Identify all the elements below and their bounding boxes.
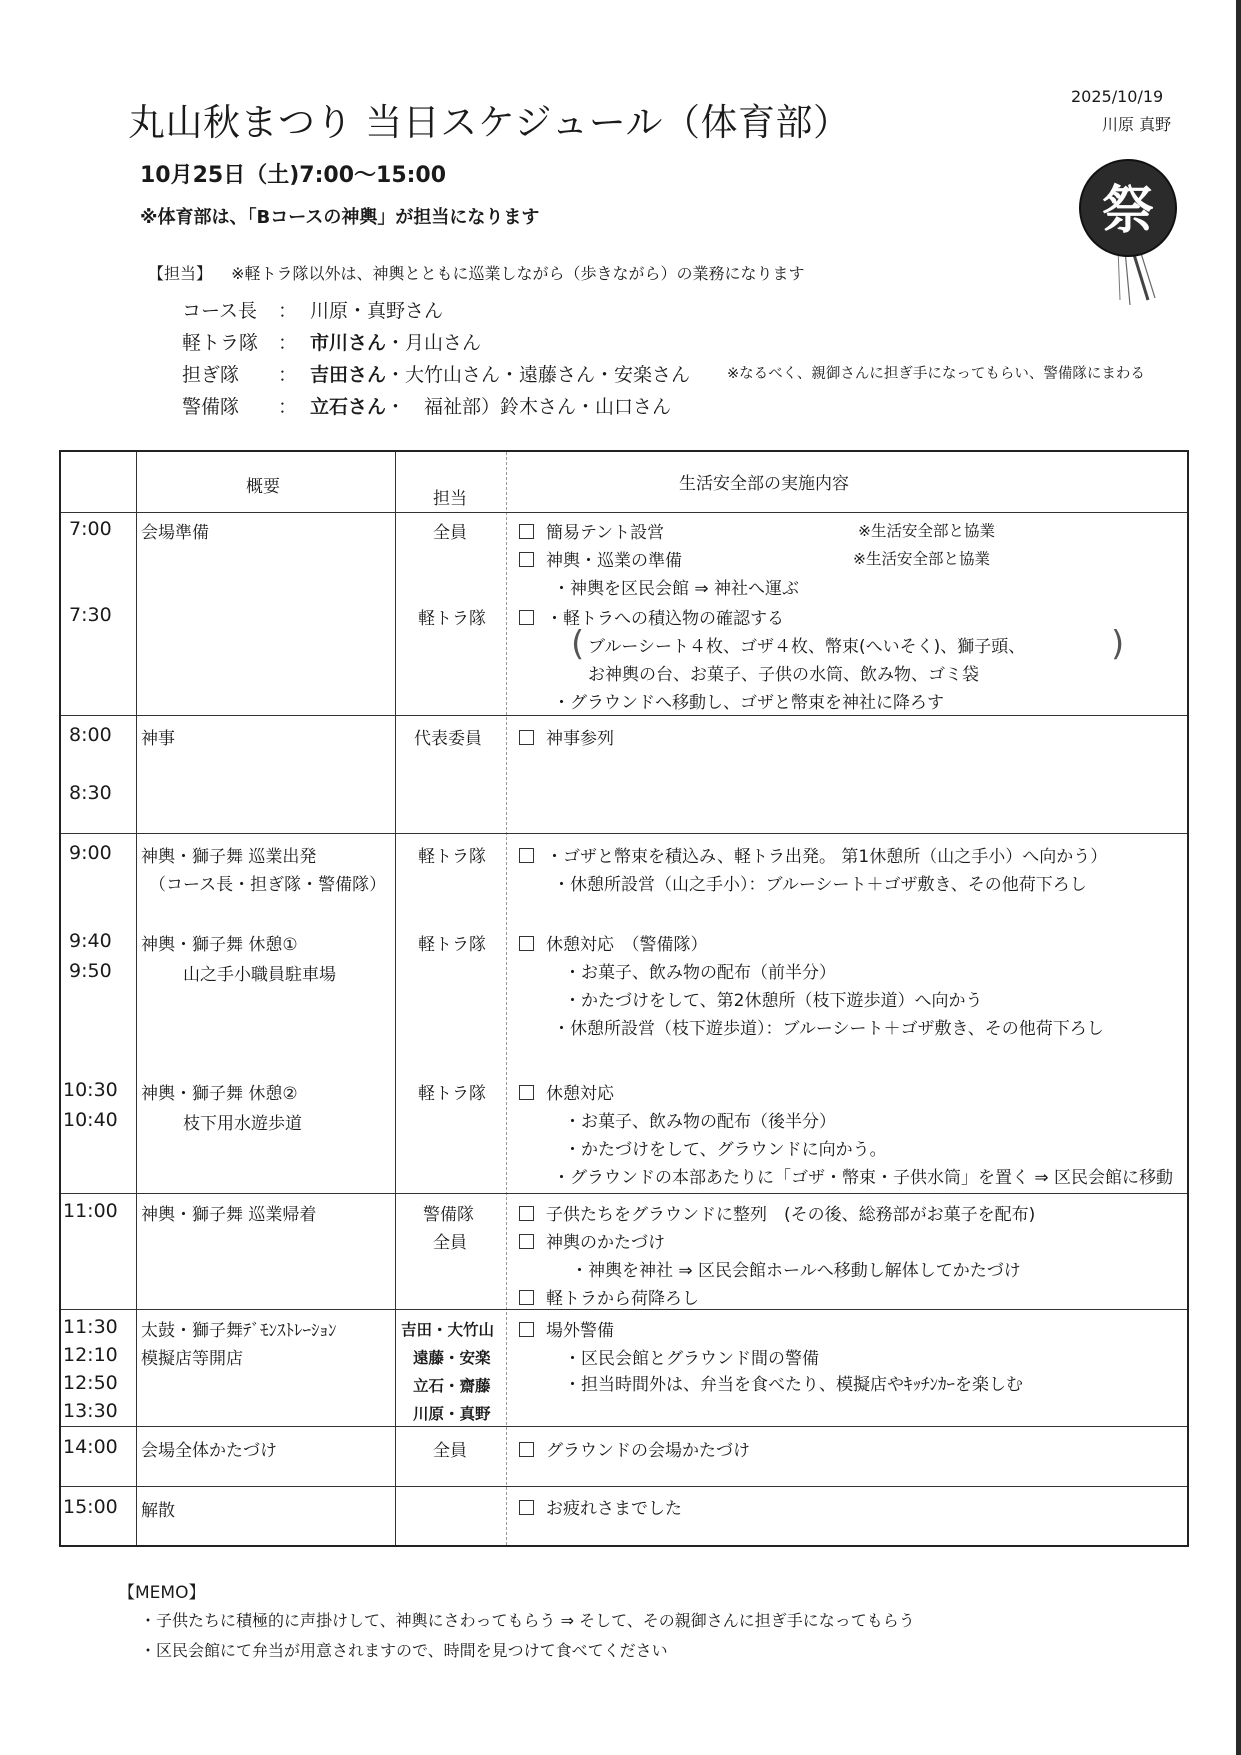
row-divider [61,1193,1187,1194]
bracket-right-icon: ) [1111,624,1125,664]
summary-cell: 神輿・獅子舞 巡業帰着 [141,1205,317,1225]
content-cell [519,1079,614,1104]
assignment-colon: ： [278,332,298,354]
content-text: 軽トラから荷降ろし [546,1289,699,1309]
content-extra: ※生活安全部と協業 [853,550,990,568]
header-summary: 概要 [246,477,280,497]
row-divider [61,512,1187,513]
checkbox[interactable] [519,1085,534,1100]
content-text: ・軽トラへの積込物の確認する [546,609,784,629]
content-cell [519,724,614,749]
checkbox[interactable] [519,730,534,745]
checkbox[interactable] [519,1206,534,1221]
assignment-colon: ： [278,364,298,386]
time-cell: 9:40 [69,930,112,952]
assignment-note-text: ※なるべく、親御さんに担ぎ手になってもらい、警備隊にまわる [727,366,1145,382]
assignment-names: ・ 福祉部）鈴木さん・山口さん [386,396,672,418]
person-cell: 全員 [433,1233,467,1253]
summary-cell: 神輿・獅子舞 休憩① [141,935,298,955]
event-datetime: 10月25日（土)7:00～15:00 [140,163,447,188]
assignment-role: 担ぎ隊 [182,364,240,386]
person-cell: 立石・齋藤 [413,1377,491,1395]
person-cell: 軽トラ隊 [418,847,486,867]
header-content: 生活安全部の実施内容 [679,474,849,494]
assignment-note: ※体育部は、「Bコースの神輿」が担当になります [140,207,540,228]
assignment-names: 川原・真野さん [310,300,444,322]
assignment-colon: ： [278,396,298,418]
checkbox[interactable] [519,524,534,539]
summary-cell: 神事 [141,729,175,749]
content-cell: ・神輿を区民会館 ⇒ 神社へ運ぶ [553,579,800,599]
content-cell: ・かたづけをして、第2休憩所（枝下遊歩道）へ向かう [564,991,983,1011]
content-cell [519,546,682,571]
assignment-bold-name: 立石さん [310,396,387,418]
person-cell: 全員 [433,523,467,543]
summary-cell: 神輿・獅子舞 休憩② [141,1084,298,1104]
summary-cell: （コース長・担ぎ隊・警備隊） [149,875,387,895]
summary-cell: 太鼓・獅子舞ﾃﾞﾓﾝｽﾄﾚｰｼｮﾝ [141,1321,337,1341]
time-cell: 12:50 [63,1372,118,1394]
content-text: お疲れさまでした [546,1499,682,1519]
checkbox[interactable] [519,848,534,863]
checkbox[interactable] [519,610,534,625]
summary-cell: 解散 [141,1501,175,1521]
person-cell: 軽トラ隊 [418,935,486,955]
summary-cell: 会場準備 [141,523,209,543]
time-cell: 8:30 [69,782,112,804]
content-cell [519,842,1107,867]
content-cell: ・お菓子、飲み物の配布（前半分） [564,963,836,983]
row-divider [61,1309,1187,1310]
column-divider [506,452,507,1545]
person-cell: 遠藤・安楽 [413,1349,491,1367]
page-title: 丸山秋まつり 当日スケジュール（体育部） [128,101,851,144]
person-cell: 警備隊 [423,1205,474,1225]
checkbox[interactable] [519,1290,534,1305]
summary-cell: 模擬店等開店 [141,1349,243,1369]
time-cell: 14:00 [63,1436,118,1458]
time-cell: 12:10 [63,1344,118,1366]
person-cell: 代表委員 [414,729,482,749]
time-cell: 11:30 [63,1316,118,1338]
checkbox[interactable] [519,936,534,951]
content-cell: ・休憩所設営（山之手小）：ブルーシート＋ゴザ敷き、その他荷下ろし [553,875,1087,895]
assignment-role: 警備隊 [182,396,240,418]
content-text: 休憩対応 （警備隊） [546,935,708,955]
assignment-role: コース長 [182,300,258,322]
content-cell: ・グラウンドへ移動し、ゴザと幣束を神社に降ろす [553,693,944,713]
assignment-heading-label: 【担当】 [148,264,213,283]
content-cell [519,930,708,955]
content-cell [519,518,664,543]
time-cell: 15:00 [63,1496,118,1518]
document-date: 2025/10/19 [1071,87,1164,106]
column-divider [395,452,396,1545]
time-cell: 8:00 [69,724,112,746]
bracket-left-icon: ( [571,624,585,664]
person-cell: 全員 [433,1441,467,1461]
content-text: 子供たちをグラウンドに整列 (その後、総務部がお菓子を配布) [546,1205,1036,1225]
time-cell: 9:50 [69,960,112,982]
assignment-names: ・大竹山さん・遠藤さん・安楽さん [386,364,691,386]
summary-cell: 山之手小職員駐車場 [183,965,336,985]
fan-symbol: 祭 [1101,181,1155,241]
schedule-table [59,450,1189,1547]
content-cell: ・神輿を神社 ⇒ 区民会館ホールへ移動し解体してかたづけ [571,1261,1021,1281]
content-extra: ※生活安全部と協業 [858,522,995,540]
checkbox[interactable] [519,1234,534,1249]
person-cell: 軽トラ隊 [418,1084,486,1104]
row-divider [61,715,1187,716]
time-cell: 7:30 [69,604,112,626]
festival-fan-icon [1070,150,1190,310]
summary-cell: 神輿・獅子舞 巡業出発 [141,847,317,867]
content-cell: ・お菓子、飲み物の配布（後半分） [564,1112,836,1132]
content-cell: お神輿の台、お菓子、子供の水筒、飲み物、ゴミ袋 [588,665,979,685]
checkbox[interactable] [519,1322,534,1337]
assignment-names: ・月山さん [386,332,482,354]
person-cell: 川原・真野 [413,1405,491,1423]
scan-edge [1236,0,1241,1755]
row-divider [61,833,1187,834]
checkbox[interactable] [519,1442,534,1457]
time-cell: 13:30 [63,1400,118,1422]
time-cell: 10:30 [63,1079,118,1101]
row-divider [61,1426,1187,1427]
memo-heading: 【MEMO】 [118,1583,206,1603]
summary-cell: 枝下用水遊歩道 [183,1114,302,1134]
assignment-role: 軽トラ隊 [182,332,259,354]
content-text: 神輿のかたづけ [546,1233,665,1253]
column-divider [136,452,137,1545]
time-cell: 10:40 [63,1109,118,1131]
document-author: 川原 真野 [1102,115,1172,134]
content-text: 簡易テント設営 [546,523,665,543]
header-person: 担当 [433,489,467,509]
assignment-colon: ： [278,300,298,322]
memo-item: ・子供たちに積極的に声掛けして、神輿にさわってもらう ⇒ そして、その親御さんに担ぎ手になってもらう [140,1611,915,1630]
checkbox[interactable] [519,552,534,567]
content-text: ・ゴザと幣束を積込み、軽トラ出発。 第1休憩所（山之手小）へ向かう） [546,847,1108,867]
memo-item: ・区民会館にて弁当が用意されますので、時間を見つけて食べてください [140,1641,668,1660]
time-cell: 9:00 [69,842,112,864]
time-cell: 7:00 [69,518,112,540]
content-text: 神輿・巡業の準備 [546,551,682,571]
content-cell [519,1284,699,1309]
summary-cell: 会場全体かたづけ [141,1441,277,1461]
content-cell: ・担当時間外は、弁当を食べたり、模擬店やｷｯﾁﾝｶｰを楽しむ [564,1375,1023,1395]
content-cell [519,1436,750,1461]
assignment-bold-name: 吉田さん [310,364,387,386]
content-cell [519,1316,614,1341]
content-cell: ・グラウンドの本部あたりに「ゴザ・幣束・子供水筒」を置く ⇒ 区民会館に移動 [553,1168,1174,1188]
content-cell [519,1228,665,1253]
checkbox[interactable] [519,1500,534,1515]
content-text: 場外警備 [546,1321,614,1341]
content-text: グラウンドの会場かたづけ [546,1441,750,1461]
assignment-bold-name: 市川さん [310,332,387,354]
person-cell: 軽トラ隊 [418,609,486,629]
assignment-heading [148,261,805,284]
content-cell [519,604,784,629]
person-cell: 吉田・大竹山 [401,1321,495,1339]
content-cell [519,1200,1035,1225]
content-cell: ・休憩所設営（枝下遊歩道）：ブルーシート＋ゴザ敷き、その他荷下ろし [553,1019,1104,1039]
content-text: 休憩対応 [546,1084,614,1104]
content-cell [519,1494,682,1519]
content-cell: ブルーシート４枚、ゴザ４枚、幣束(へいそく)、獅子頭、 [588,637,1026,657]
assignment-heading-note: ※軽トラ隊以外は、神輿とともに巡業しながら（歩きながら）の業務になります [231,264,805,283]
content-cell: ・かたづけをして、グラウンドに向かう。 [564,1140,887,1160]
content-text: 神事参列 [546,729,614,749]
content-cell: ・区民会館とグラウンド間の警備 [564,1349,819,1369]
row-divider [61,1486,1187,1487]
time-cell: 11:00 [63,1200,118,1222]
